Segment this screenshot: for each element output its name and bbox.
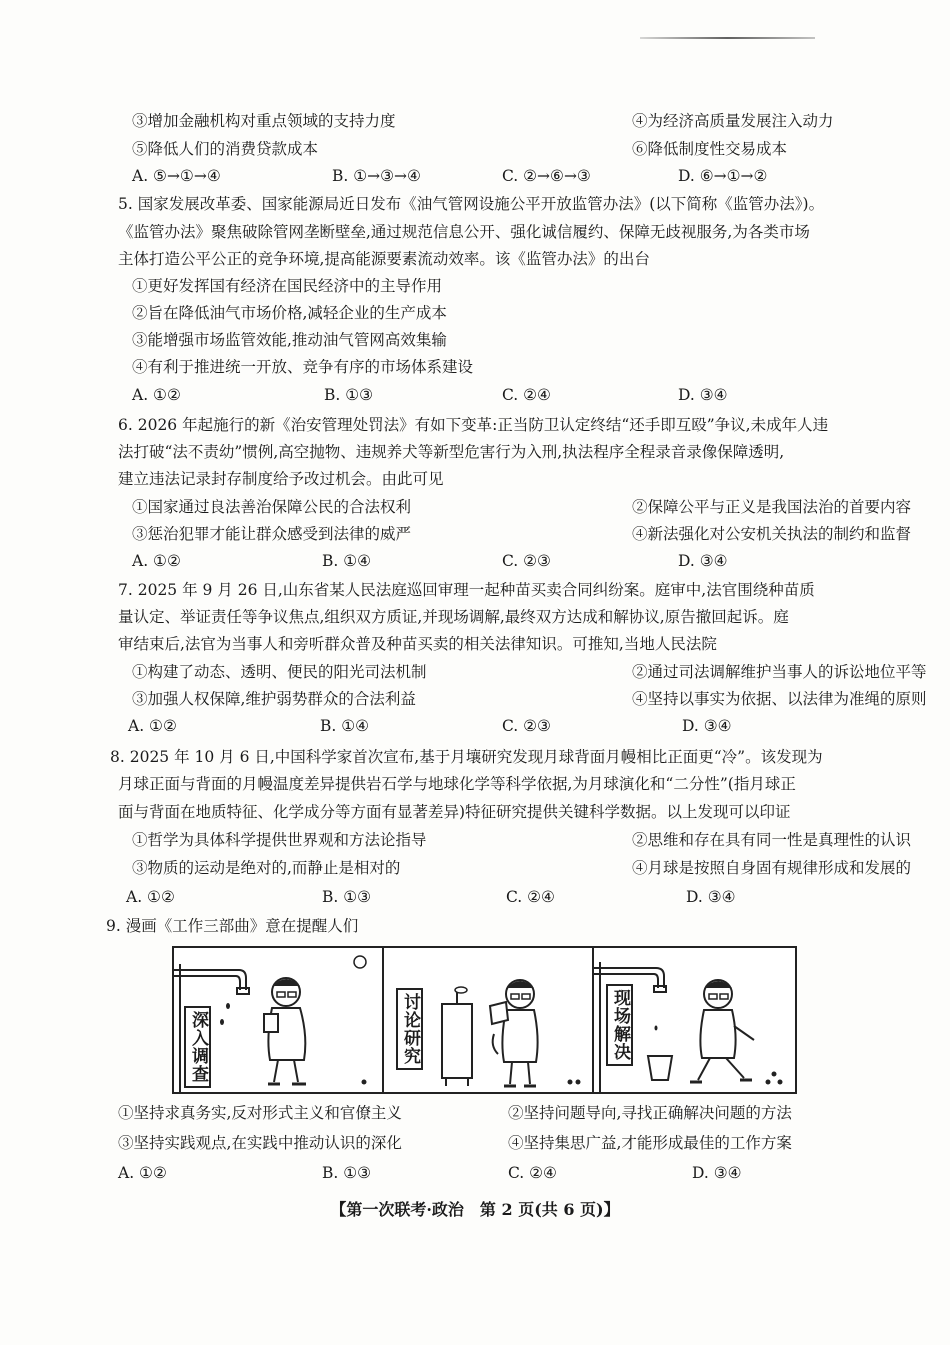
- option-b[interactable]: B. ①→③→④: [332, 167, 421, 185]
- q4-item-5: ⑤降低人们的消费贷款成本: [132, 140, 319, 158]
- q5-options: [132, 384, 852, 406]
- q7-stem-3: 审结束后,法官为当事人和旁听群众普及种苗买卖的相关法律知识。可推知,当地人民法院: [118, 635, 717, 653]
- q4-row-1: [132, 110, 862, 132]
- q8-stem-1: 8. 2025 年 10 月 6 日,中国科学家首次宣布,基于月壤研究发现月球背面月幔相比正面更“冷”。该发现为: [110, 748, 823, 766]
- q4-row-2: [132, 138, 862, 160]
- comic-panel-1: [174, 948, 384, 1092]
- option-a[interactable]: A. ①②: [128, 717, 177, 735]
- q5-item: ④有利于推进统一开放、竞争有序的市场体系建设: [132, 358, 474, 376]
- option-d[interactable]: D. ③④: [686, 888, 736, 906]
- option-b[interactable]: B. ①④: [320, 717, 370, 735]
- q8-stem-2: 月球正面与背面的月幔温度差异提供岩石学与地球化学等科学依据,为月球演化和“二分性”(指月球正: [118, 775, 796, 793]
- q7-row-2: [132, 688, 927, 710]
- q5-stem-2: 《监管办法》聚焦破除管网垄断壁垒,通过规范信息公开、强化诚信履约、保障无歧视服务,为各类市场: [118, 223, 810, 241]
- q8-item: ④月球是按照自身固有规律形成和发展的: [632, 859, 912, 877]
- q9-item: ①坚持求真务实,反对形式主义和官僚主义: [118, 1104, 402, 1122]
- q6-item: ④新法强化对公安机关执法的制约和监督: [632, 525, 912, 543]
- option-c[interactable]: C. ②④: [502, 386, 551, 404]
- q9-stem: 9. 漫画《工作三部曲》意在提醒人们: [106, 917, 359, 935]
- option-d[interactable]: D. ③④: [678, 552, 728, 570]
- q5-stem-1: 5. 国家发展改革委、国家能源局近日发布《油气管网设施公平开放监管办法》(以下简称《监管办法》)。: [118, 195, 825, 213]
- q6-item: ③惩治犯罪才能让群众感受到法律的威严: [132, 525, 412, 543]
- option-a[interactable]: A. ①②: [118, 1164, 167, 1182]
- q9-item: ③坚持实践观点,在实践中推动认识的深化: [118, 1134, 402, 1152]
- q7-stem-1: 7. 2025 年 9 月 26 日,山东省某人民法庭巡回审理一起种苗买卖合同纠纷案。庭审中,法官围绕种苗质: [118, 581, 815, 599]
- option-d[interactable]: D. ⑥→①→②: [678, 167, 768, 185]
- q5-stem-3: 主体打造公平公正的竞争环境,提高能源要素流动效率。该《监管办法》的出台: [118, 250, 650, 268]
- q6-stem-2: 法打破“法不责幼”惯例,高空抛物、违规养犬等新型危害行为入刑,执法程序全程录音录像保障透明,: [118, 443, 785, 461]
- panel-3-label: 现场解决: [606, 984, 633, 1066]
- option-a[interactable]: A. ①②: [126, 888, 175, 906]
- q6-stem-1: 6. 2026 年起施行的新《治安管理处罚法》有如下变革:正当防卫认定终结“还手即互殴”争议,未成年人违: [118, 416, 829, 434]
- q8-item: ②思维和存在具有同一性是真理性的认识: [632, 831, 912, 849]
- option-d[interactable]: D. ③④: [678, 386, 728, 404]
- q6-row-1: [132, 496, 912, 518]
- page-footer: 【第一次联考·政治 第 2 页(共 6 页)】: [330, 1200, 620, 1219]
- q4-item-6: ⑥降低制度性交易成本: [632, 140, 788, 158]
- option-b[interactable]: B. ①③: [324, 386, 374, 404]
- comic-panel-3: [594, 948, 795, 1092]
- q7-item: ③加强人权保障,维护弱势群众的合法利益: [132, 690, 416, 708]
- q8-item: ①哲学为具体科学提供世界观和方法论指导: [132, 831, 427, 849]
- q7-options: [128, 715, 852, 737]
- q6-item: ①国家通过良法善治保障公民的合法权利: [132, 498, 412, 516]
- q7-stem-2: 量认定、举证责任等争议焦点,组织双方质证,并现场调解,最终双方达成和解协议,原告撤回起诉。庭: [118, 608, 789, 626]
- q8-options: [126, 886, 852, 908]
- q5-item: ③能增强市场监管效能,推动油气管网高效集输: [132, 331, 447, 349]
- q9-item: ②坚持问题导向,寻找正确解决问题的方法: [508, 1104, 792, 1122]
- q4-options: [132, 165, 852, 187]
- q7-item: ②通过司法调解维护当事人的诉讼地位平等: [632, 663, 927, 681]
- q6-row-2: [132, 523, 912, 545]
- q9-item: ④坚持集思广益,才能形成最佳的工作方案: [508, 1134, 792, 1152]
- q8-row-1: [132, 829, 912, 851]
- panel-1-label: 深入调查: [184, 1006, 211, 1088]
- comic-work-trilogy: [172, 946, 797, 1094]
- option-c[interactable]: C. ②→⑥→③: [502, 167, 591, 185]
- q8-row-2: [132, 857, 912, 879]
- q9-row-2: [118, 1132, 848, 1154]
- option-c[interactable]: C. ②④: [506, 888, 555, 906]
- q8-item: ③物质的运动是绝对的,而静止是相对的: [132, 859, 401, 877]
- option-c[interactable]: C. ②③: [502, 552, 551, 570]
- option-b[interactable]: B. ①③: [322, 888, 372, 906]
- q5-item: ②旨在降低油气市场价格,减轻企业的生产成本: [132, 304, 447, 322]
- q7-item: ④坚持以事实为依据、以法律为准绳的原则: [632, 690, 927, 708]
- q4-item-3: ③增加金融机构对重点领域的支持力度: [132, 112, 396, 130]
- q9-row-1: [118, 1102, 848, 1124]
- panel-2-label: 讨论研究: [396, 988, 423, 1070]
- option-b[interactable]: B. ①④: [322, 552, 372, 570]
- q9-options: [118, 1162, 838, 1184]
- q6-stem-3: 建立违法记录封存制度给予改过机会。由此可见: [118, 470, 444, 488]
- option-d[interactable]: D. ③④: [682, 717, 732, 735]
- option-a[interactable]: A. ⑤→①→④: [132, 167, 221, 185]
- q6-item: ②保障公平与正义是我国法治的首要内容: [632, 498, 912, 516]
- q4-item-4: ④为经济高质量发展注入动力: [632, 112, 834, 130]
- q8-stem-3: 面与背面在地质特征、化学成分等方面有显著差异)特征研究提供关键科学数据。以上发现可以印证: [118, 803, 791, 821]
- option-a[interactable]: A. ①②: [132, 552, 181, 570]
- option-b[interactable]: B. ①③: [322, 1164, 372, 1182]
- option-a[interactable]: A. ①②: [132, 386, 181, 404]
- q5-item: ①更好发挥国有经济在国民经济中的主导作用: [132, 277, 443, 295]
- option-c[interactable]: C. ②③: [502, 717, 551, 735]
- option-c[interactable]: C. ②④: [508, 1164, 557, 1182]
- q7-row-1: [132, 661, 927, 683]
- comic-panel-2: [384, 948, 594, 1092]
- option-d[interactable]: D. ③④: [692, 1164, 742, 1182]
- q7-item: ①构建了动态、透明、便民的阳光司法机制: [132, 663, 427, 681]
- q6-options: [132, 550, 852, 572]
